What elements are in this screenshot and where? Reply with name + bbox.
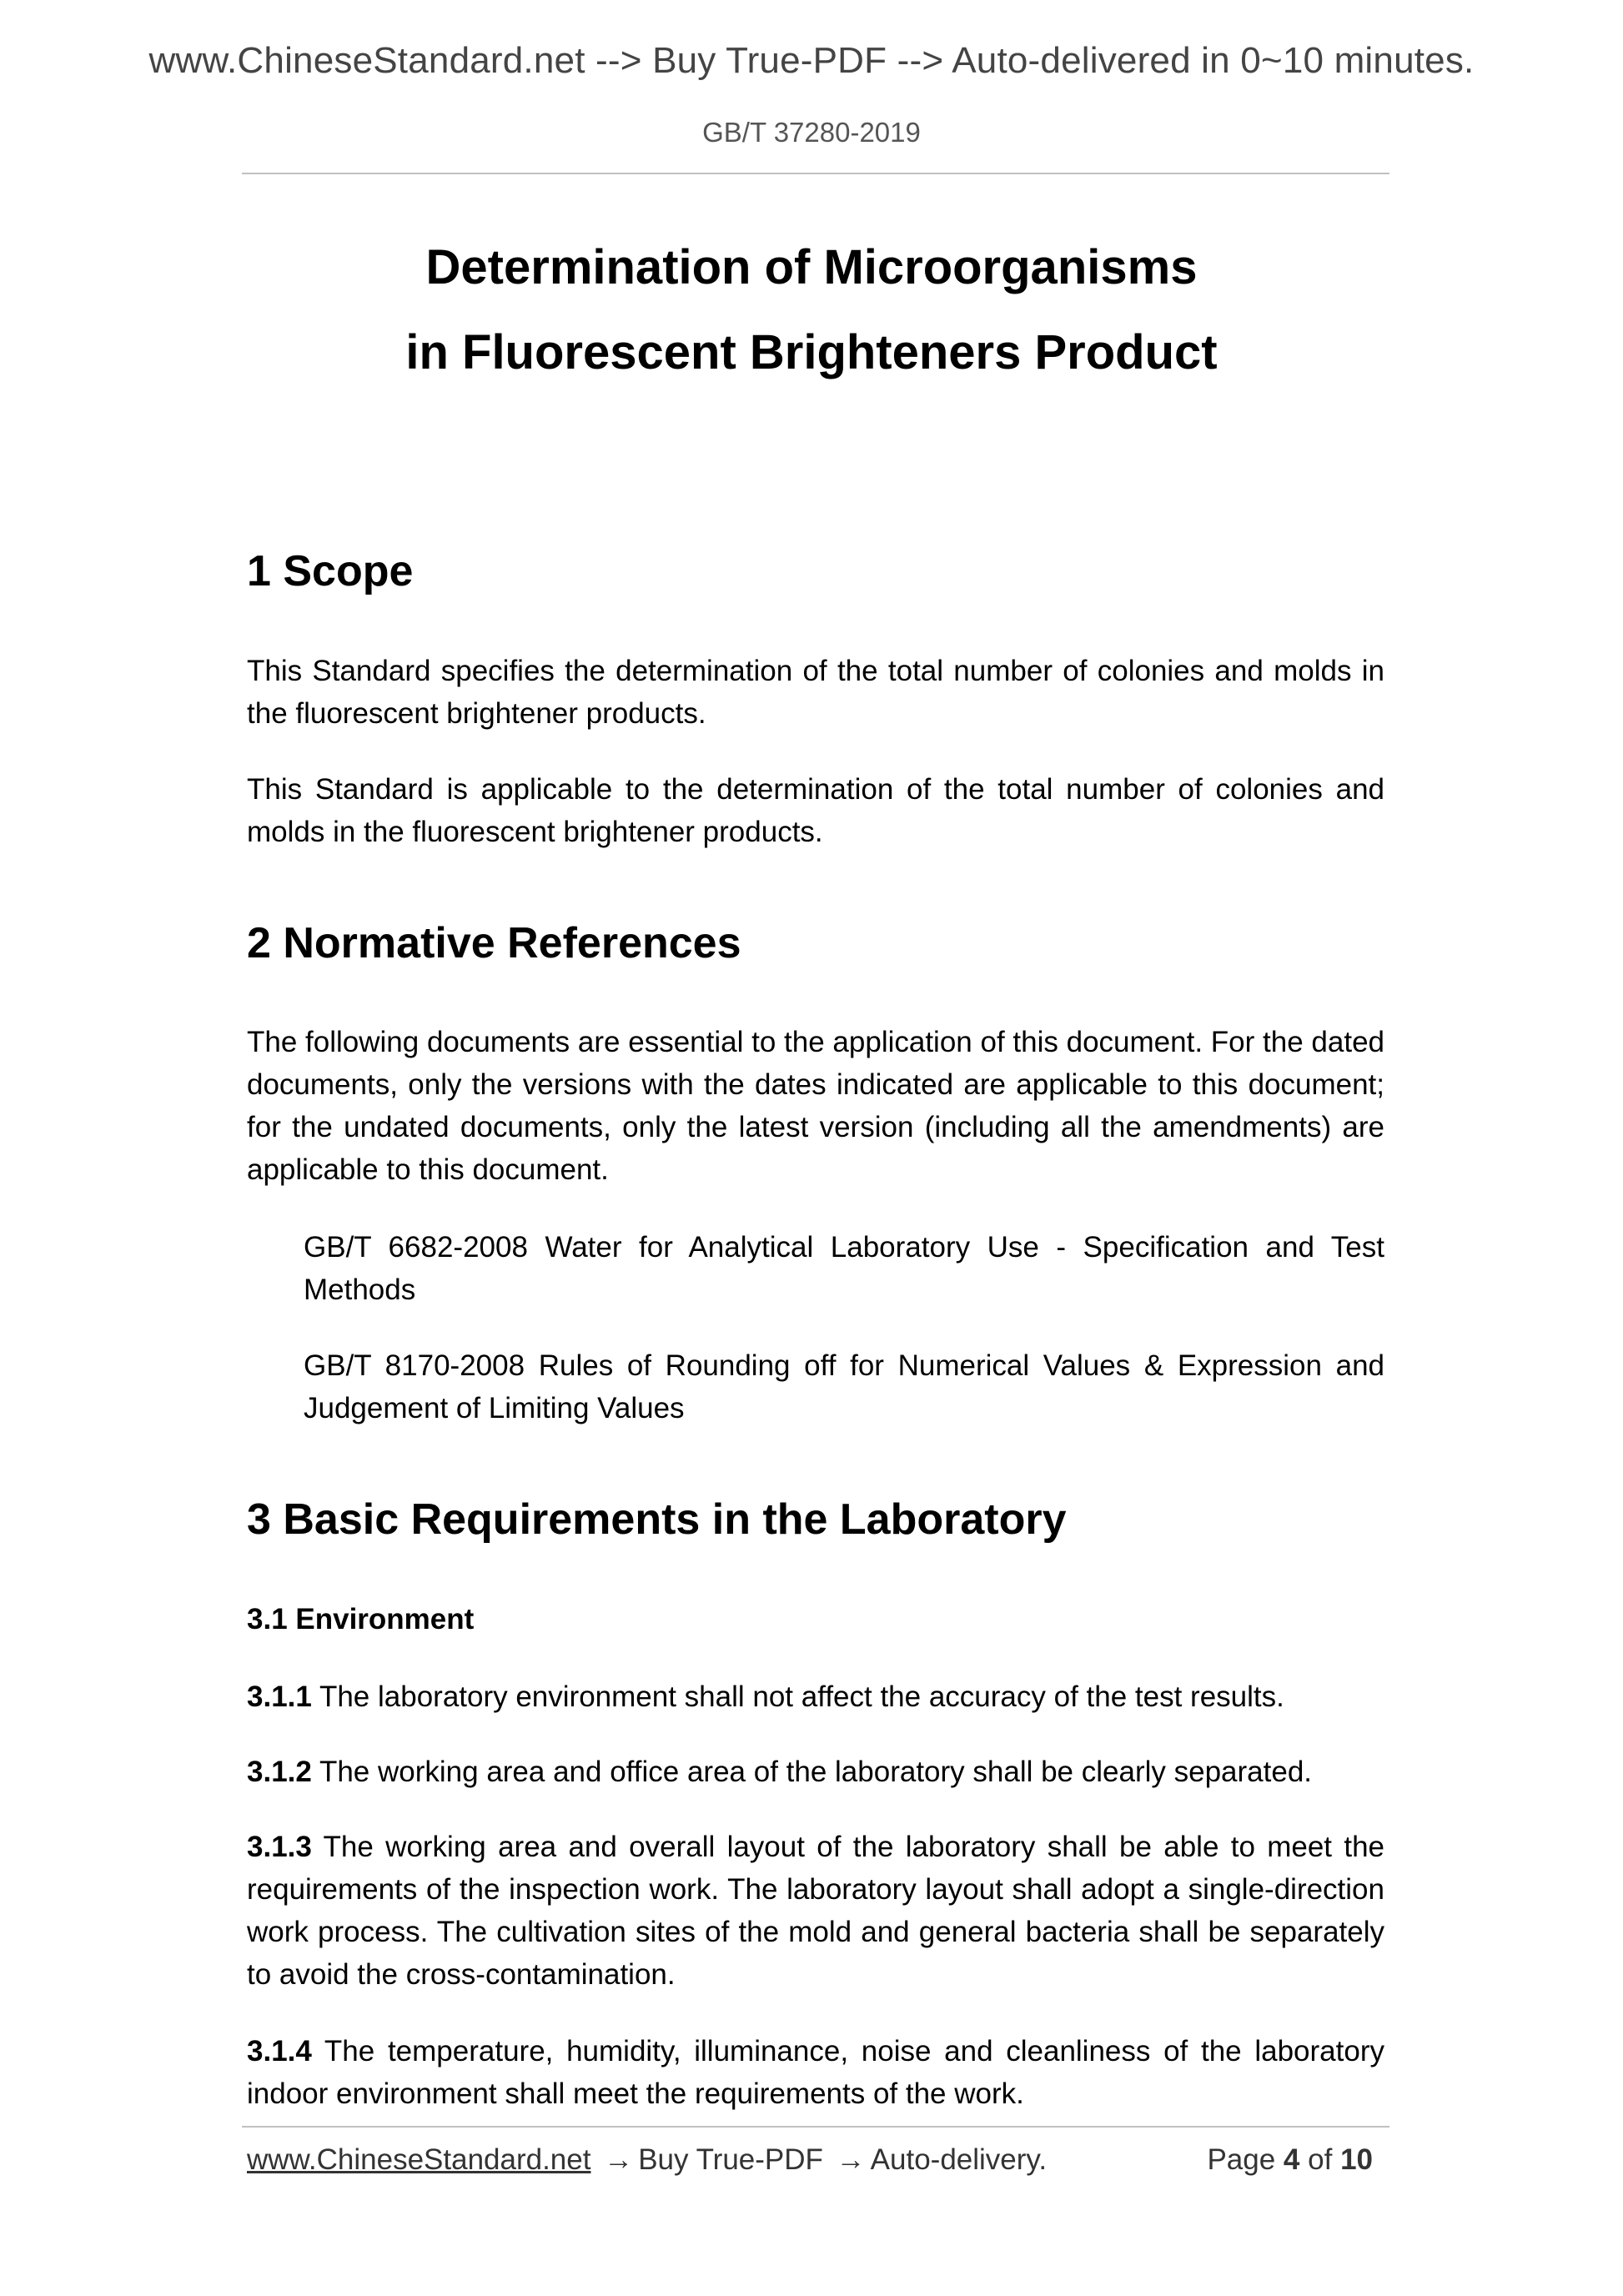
footer-divider [242,2126,1389,2128]
subsection-heading-environment: 3.1 Environment [247,1603,475,1635]
page-footer [247,2143,1384,2177]
footer-site-link[interactable]: www.ChineseStandard.net [247,2143,591,2176]
clause-3-1-2 [247,1751,1384,1793]
clause-3-1-1 [247,1676,1384,1718]
page-indicator [1207,2143,1373,2177]
clause-number: 3.1.3 [247,1831,312,1863]
scope-paragraph-2: This Standard is applicable to the determination of the total number of colonies and molds in the fluorescent brightener products. [247,773,1384,848]
arrow-right-icon: → [836,2143,866,2176]
clause-text: The working area and office area of the laboratory shall be clearly separated. [311,1756,1313,1788]
title-line-2: in Fluorescent Brighteners Product [405,325,1218,379]
header-divider [242,173,1389,174]
top-banner-link[interactable]: www.ChineseStandard.net --> Buy True-PDF --> Auto-delivered in 0~10 minutes. [148,40,1475,81]
standard-code-header: GB/T 37280-2019 [702,117,921,148]
section-heading-scope: 1 Scope [247,547,414,595]
clause-3-1-4 [247,2030,1384,2115]
clause-3-1-3 [247,1826,1384,1996]
page-total: 10 [1340,2143,1373,2176]
section-heading-normative-references: 2 Normative References [247,919,741,967]
reference-item-1: GB/T 6682-2008 Water for Analytical Laboratory Use - Specification and Test Methods [304,1231,1384,1306]
title-line-1: Determination of Microorganisms [425,240,1198,294]
clause-text: The working area and overall layout of the laboratory shall be able to meet the requirements of the inspection work. The laboratory layout shall adopt a single-direction work process. The cultivation sites of the mold and general bacteria shall be separately to avoid the cross-contamination. [247,1831,1384,1991]
clause-text: The temperature, humidity, illuminance, noise and cleanliness of the laboratory indoor environment shall meet the requirements of the work. [247,2035,1384,2110]
clause-number: 3.1.4 [247,2035,312,2067]
normative-intro-paragraph: The following documents are essential to the application of this document. For the dated documents, only the versions with the dates indicated are applicable to this document; for the undated documents, only the latest version (including all the amendments) are applicable to this document. [247,1026,1384,1186]
section-heading-lab-requirements: 3 Basic Requirements in the Laboratory [247,1495,1067,1544]
footer-buy-link[interactable]: Buy True-PDF [638,2143,823,2176]
clause-number: 3.1.1 [247,1681,312,1713]
page-current: 4 [1283,2143,1300,2176]
footer-delivery-text: Auto-delivery. [870,2143,1048,2176]
scope-paragraph-1: This Standard specifies the determination of the total number of colonies and molds in the fluorescent brightener products. [247,655,1384,730]
reference-item-2: GB/T 8170-2008 Rules of Rounding off for Numerical Values & Expression and Judgement of Limiting Values [304,1349,1384,1424]
of-word: of [1308,2143,1333,2176]
clause-number: 3.1.2 [247,1756,312,1788]
document-title [0,225,1623,395]
page-word: Page [1207,2143,1276,2176]
clause-text: The laboratory environment shall not affect the accuracy of the test results. [311,1681,1284,1713]
arrow-right-icon: → [604,2143,634,2176]
